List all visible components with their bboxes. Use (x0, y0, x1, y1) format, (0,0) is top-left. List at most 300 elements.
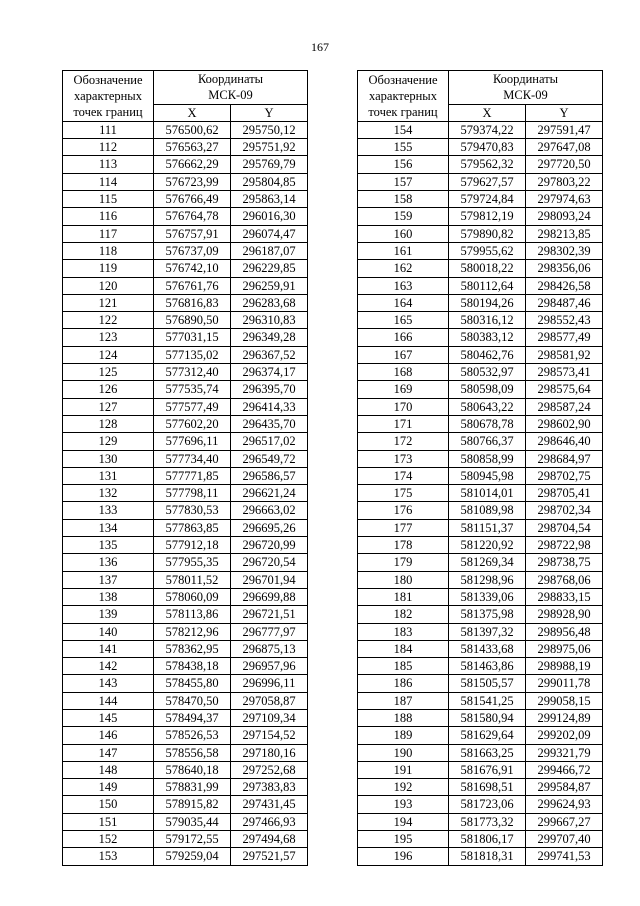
y-coordinate-cell: 298684,97 (526, 450, 603, 467)
table-body (63, 121, 308, 865)
x-coordinate-cell: 578362,95 (154, 640, 231, 657)
y-coordinate-cell: 298302,39 (526, 242, 603, 259)
x-coordinate-cell: 579812,19 (449, 208, 526, 225)
point-label-header: Обозначение характерных точек границ (63, 71, 154, 122)
y-coordinate-cell: 299707,40 (526, 831, 603, 848)
y-coordinate-cell: 298722,98 (526, 537, 603, 554)
x-coordinate-cell: 580194,26 (449, 294, 526, 311)
y-coordinate-cell: 299124,89 (526, 709, 603, 726)
x-coordinate-cell: 579259,04 (154, 848, 231, 865)
point-number-cell: 123 (63, 329, 154, 346)
x-coordinate-cell: 581089,98 (449, 502, 526, 519)
x-coordinate-cell: 576737,09 (154, 242, 231, 259)
table-row (358, 346, 603, 363)
point-number-cell: 163 (358, 277, 449, 294)
x-coordinate-cell: 581818,31 (449, 848, 526, 865)
point-number-cell: 178 (358, 537, 449, 554)
point-number-cell: 135 (63, 537, 154, 554)
point-number-cell: 113 (63, 156, 154, 173)
point-number-cell: 157 (358, 173, 449, 190)
y-coordinate-cell: 297720,50 (526, 156, 603, 173)
x-coordinate-cell: 580112,64 (449, 277, 526, 294)
point-number-cell: 173 (358, 450, 449, 467)
x-coordinate-cell: 577771,85 (154, 467, 231, 484)
table-row (63, 692, 308, 709)
point-number-cell: 158 (358, 191, 449, 208)
x-coordinate-cell: 577577,49 (154, 398, 231, 415)
point-number-cell: 167 (358, 346, 449, 363)
y-coordinate-cell: 297494,68 (231, 831, 308, 848)
y-coordinate-cell: 298573,41 (526, 364, 603, 381)
x-coordinate-cell: 577734,40 (154, 450, 231, 467)
table-row (63, 346, 308, 363)
point-number-cell: 136 (63, 554, 154, 571)
point-number-cell: 141 (63, 640, 154, 657)
x-coordinate-cell: 576662,29 (154, 156, 231, 173)
coordinates-header: Координаты МСК-09 (154, 71, 308, 105)
y-coordinate-cell: 298704,54 (526, 519, 603, 536)
table-row (358, 312, 603, 329)
x-coordinate-cell: 581541,25 (449, 692, 526, 709)
point-number-cell: 180 (358, 571, 449, 588)
table-row (63, 675, 308, 692)
point-number-cell: 151 (63, 813, 154, 830)
x-coordinate-cell: 576766,49 (154, 191, 231, 208)
x-coordinate-cell: 579470,83 (449, 139, 526, 156)
table-row (358, 242, 603, 259)
x-coordinate-cell: 576723,99 (154, 173, 231, 190)
y-coordinate-cell: 297521,57 (231, 848, 308, 865)
y-coordinate-cell: 296374,17 (231, 364, 308, 381)
x-coordinate-cell: 577830,53 (154, 502, 231, 519)
table-row (63, 294, 308, 311)
x-coordinate-cell: 580678,78 (449, 415, 526, 432)
table-row (63, 381, 308, 398)
point-number-cell: 130 (63, 450, 154, 467)
table-row (358, 831, 603, 848)
x-coordinate-cell: 576757,91 (154, 225, 231, 242)
point-number-cell: 166 (358, 329, 449, 346)
y-coordinate-cell: 296549,72 (231, 450, 308, 467)
table-row (358, 744, 603, 761)
point-number-cell: 191 (358, 761, 449, 778)
table-row (358, 173, 603, 190)
y-coordinate-cell: 298581,92 (526, 346, 603, 363)
point-number-cell: 179 (358, 554, 449, 571)
y-coordinate-cell: 298768,06 (526, 571, 603, 588)
table-row (358, 623, 603, 640)
x-coordinate-cell: 580532,97 (449, 364, 526, 381)
y-coordinate-cell: 298587,24 (526, 398, 603, 415)
y-coordinate-cell: 298426,58 (526, 277, 603, 294)
y-coordinate-cell: 298575,64 (526, 381, 603, 398)
y-coordinate-cell: 296016,30 (231, 208, 308, 225)
table-row (358, 848, 603, 865)
y-column-header: Y (526, 104, 603, 121)
y-coordinate-cell: 297154,52 (231, 727, 308, 744)
table-row (63, 139, 308, 156)
table-row (358, 225, 603, 242)
table-row (63, 277, 308, 294)
table-row (63, 208, 308, 225)
x-coordinate-cell: 579172,55 (154, 831, 231, 848)
table-row (358, 260, 603, 277)
x-coordinate-cell: 577535,74 (154, 381, 231, 398)
table-row (358, 692, 603, 709)
y-coordinate-cell: 296259,91 (231, 277, 308, 294)
point-number-cell: 139 (63, 606, 154, 623)
x-coordinate-cell: 578212,96 (154, 623, 231, 640)
point-number-cell: 128 (63, 415, 154, 432)
y-coordinate-cell: 297058,87 (231, 692, 308, 709)
y-coordinate-cell: 298646,40 (526, 433, 603, 450)
table-row (358, 606, 603, 623)
x-column-header: X (449, 104, 526, 121)
point-number-cell: 122 (63, 312, 154, 329)
x-coordinate-cell: 577798,11 (154, 485, 231, 502)
x-coordinate-cell: 578640,18 (154, 761, 231, 778)
coordinates-table-left (62, 70, 308, 866)
point-number-cell: 149 (63, 779, 154, 796)
point-number-cell: 161 (358, 242, 449, 259)
x-coordinate-cell: 581723,06 (449, 796, 526, 813)
table-row (358, 675, 603, 692)
y-coordinate-cell: 298988,19 (526, 658, 603, 675)
table-row (358, 727, 603, 744)
point-number-cell: 140 (63, 623, 154, 640)
y-coordinate-cell: 298487,46 (526, 294, 603, 311)
point-number-cell: 111 (63, 121, 154, 138)
table-row (358, 588, 603, 605)
x-coordinate-cell: 581580,94 (449, 709, 526, 726)
y-coordinate-cell: 298705,41 (526, 485, 603, 502)
point-number-cell: 193 (358, 796, 449, 813)
table-row (358, 156, 603, 173)
table-row (358, 519, 603, 536)
x-coordinate-cell: 578831,99 (154, 779, 231, 796)
x-coordinate-cell: 576500,62 (154, 121, 231, 138)
point-number-cell: 196 (358, 848, 449, 865)
table-row (63, 623, 308, 640)
table-row (358, 709, 603, 726)
y-coordinate-cell: 299624,93 (526, 796, 603, 813)
y-coordinate-cell: 297180,16 (231, 744, 308, 761)
x-coordinate-cell: 579627,57 (449, 173, 526, 190)
table-row (63, 156, 308, 173)
y-coordinate-cell: 296367,52 (231, 346, 308, 363)
y-coordinate-cell: 298702,34 (526, 502, 603, 519)
table-row (358, 502, 603, 519)
table-row (63, 571, 308, 588)
x-coordinate-cell: 578526,53 (154, 727, 231, 744)
x-coordinate-cell: 578113,86 (154, 606, 231, 623)
table-row (358, 381, 603, 398)
point-number-cell: 185 (358, 658, 449, 675)
x-coordinate-cell: 578011,52 (154, 571, 231, 588)
y-coordinate-cell: 299011,78 (526, 675, 603, 692)
point-number-cell: 184 (358, 640, 449, 657)
y-coordinate-cell: 296996,11 (231, 675, 308, 692)
point-number-cell: 195 (358, 831, 449, 848)
y-coordinate-cell: 298738,75 (526, 554, 603, 571)
y-coordinate-cell: 296586,57 (231, 467, 308, 484)
y-coordinate-cell: 298093,24 (526, 208, 603, 225)
y-coordinate-cell: 296395,70 (231, 381, 308, 398)
y-coordinate-cell: 297974,63 (526, 191, 603, 208)
point-number-cell: 174 (358, 467, 449, 484)
table-row (63, 433, 308, 450)
table-row (63, 727, 308, 744)
point-number-cell: 192 (358, 779, 449, 796)
table-row (63, 398, 308, 415)
point-number-cell: 146 (63, 727, 154, 744)
x-coordinate-cell: 581663,25 (449, 744, 526, 761)
x-coordinate-cell: 577912,18 (154, 537, 231, 554)
y-coordinate-cell: 295750,12 (231, 121, 308, 138)
table-row (358, 554, 603, 571)
x-coordinate-cell: 577312,40 (154, 364, 231, 381)
point-number-cell: 152 (63, 831, 154, 848)
x-coordinate-cell: 579035,44 (154, 813, 231, 830)
point-number-cell: 182 (358, 606, 449, 623)
point-number-cell: 145 (63, 709, 154, 726)
x-coordinate-cell: 579724,84 (449, 191, 526, 208)
y-coordinate-cell: 296701,94 (231, 571, 308, 588)
table-row (358, 658, 603, 675)
table-row (358, 208, 603, 225)
y-coordinate-cell: 296435,70 (231, 415, 308, 432)
table-row (358, 779, 603, 796)
y-coordinate-cell: 298956,48 (526, 623, 603, 640)
y-coordinate-cell: 297647,08 (526, 139, 603, 156)
table-row (358, 571, 603, 588)
point-number-cell: 133 (63, 502, 154, 519)
point-number-cell: 131 (63, 467, 154, 484)
x-coordinate-cell: 577955,35 (154, 554, 231, 571)
x-coordinate-cell: 576816,83 (154, 294, 231, 311)
table-row (63, 415, 308, 432)
point-label-header: Обозначение характерных точек границ (358, 71, 449, 122)
point-number-cell: 162 (358, 260, 449, 277)
point-number-cell: 118 (63, 242, 154, 259)
table-row (63, 588, 308, 605)
table-row (358, 415, 603, 432)
y-coordinate-cell: 296721,51 (231, 606, 308, 623)
table-row (63, 658, 308, 675)
point-number-cell: 183 (358, 623, 449, 640)
y-coordinate-cell: 295769,79 (231, 156, 308, 173)
table-row (358, 191, 603, 208)
x-coordinate-cell: 576563,27 (154, 139, 231, 156)
point-number-cell: 126 (63, 381, 154, 398)
table-row (358, 467, 603, 484)
coordinates-header: Координаты МСК-09 (449, 71, 603, 105)
table-row (63, 502, 308, 519)
point-number-cell: 175 (358, 485, 449, 502)
table-row (358, 450, 603, 467)
table-row (358, 398, 603, 415)
y-coordinate-cell: 295751,92 (231, 139, 308, 156)
y-coordinate-cell: 296621,24 (231, 485, 308, 502)
y-coordinate-cell: 296699,88 (231, 588, 308, 605)
y-coordinate-cell: 296349,28 (231, 329, 308, 346)
y-coordinate-cell: 296283,68 (231, 294, 308, 311)
point-number-cell: 188 (358, 709, 449, 726)
table-row (358, 537, 603, 554)
y-coordinate-cell: 298577,49 (526, 329, 603, 346)
point-number-cell: 190 (358, 744, 449, 761)
table-row (63, 191, 308, 208)
y-coordinate-cell: 297109,34 (231, 709, 308, 726)
point-number-cell: 142 (63, 658, 154, 675)
y-coordinate-cell: 296074,47 (231, 225, 308, 242)
table-row (63, 554, 308, 571)
x-coordinate-cell: 576742,10 (154, 260, 231, 277)
x-coordinate-cell: 578060,09 (154, 588, 231, 605)
y-coordinate-cell: 299058,15 (526, 692, 603, 709)
x-coordinate-cell: 581698,51 (449, 779, 526, 796)
table-row (63, 831, 308, 848)
x-coordinate-cell: 581773,32 (449, 813, 526, 830)
x-coordinate-cell: 579890,82 (449, 225, 526, 242)
y-coordinate-cell: 298833,15 (526, 588, 603, 605)
y-coordinate-cell: 297591,47 (526, 121, 603, 138)
point-number-cell: 177 (358, 519, 449, 536)
point-number-cell: 187 (358, 692, 449, 709)
point-number-cell: 132 (63, 485, 154, 502)
point-number-cell: 144 (63, 692, 154, 709)
table-row (358, 364, 603, 381)
table-row (63, 329, 308, 346)
y-coordinate-cell: 298702,75 (526, 467, 603, 484)
table-row (358, 813, 603, 830)
x-coordinate-cell: 581269,34 (449, 554, 526, 571)
point-number-cell: 164 (358, 294, 449, 311)
table-row (63, 173, 308, 190)
x-coordinate-cell: 577696,11 (154, 433, 231, 450)
point-number-cell: 181 (358, 588, 449, 605)
point-number-cell: 116 (63, 208, 154, 225)
x-coordinate-cell: 578470,50 (154, 692, 231, 709)
x-coordinate-cell: 580316,12 (449, 312, 526, 329)
table-row (63, 606, 308, 623)
table-row (63, 260, 308, 277)
x-coordinate-cell: 580598,09 (449, 381, 526, 398)
point-number-cell: 148 (63, 761, 154, 778)
point-number-cell: 156 (358, 156, 449, 173)
table-row (63, 121, 308, 138)
y-coordinate-cell: 296414,33 (231, 398, 308, 415)
y-coordinate-cell: 297252,68 (231, 761, 308, 778)
y-coordinate-cell: 299667,27 (526, 813, 603, 830)
y-coordinate-cell: 296720,99 (231, 537, 308, 554)
table-row (358, 761, 603, 778)
x-coordinate-cell: 578455,80 (154, 675, 231, 692)
y-coordinate-cell: 297803,22 (526, 173, 603, 190)
x-coordinate-cell: 581014,01 (449, 485, 526, 502)
x-coordinate-cell: 579374,22 (449, 121, 526, 138)
point-number-cell: 171 (358, 415, 449, 432)
point-number-cell: 153 (63, 848, 154, 865)
y-coordinate-cell: 298552,43 (526, 312, 603, 329)
table-row (63, 485, 308, 502)
point-number-cell: 172 (358, 433, 449, 450)
y-coordinate-cell: 298213,85 (526, 225, 603, 242)
x-column-header: X (154, 104, 231, 121)
x-coordinate-cell: 577031,15 (154, 329, 231, 346)
x-coordinate-cell: 581629,64 (449, 727, 526, 744)
table-row (358, 139, 603, 156)
x-coordinate-cell: 580383,12 (449, 329, 526, 346)
x-coordinate-cell: 581375,98 (449, 606, 526, 623)
x-coordinate-cell: 580858,99 (449, 450, 526, 467)
y-coordinate-cell: 299202,09 (526, 727, 603, 744)
y-coordinate-cell: 296875,13 (231, 640, 308, 657)
point-number-cell: 155 (358, 139, 449, 156)
point-number-cell: 134 (63, 519, 154, 536)
table-row (63, 813, 308, 830)
table-row (358, 640, 603, 657)
point-number-cell: 112 (63, 139, 154, 156)
x-coordinate-cell: 581339,06 (449, 588, 526, 605)
table-row (63, 225, 308, 242)
y-coordinate-cell: 295863,14 (231, 191, 308, 208)
y-coordinate-cell: 296229,85 (231, 260, 308, 277)
table-row (358, 294, 603, 311)
y-column-header: Y (231, 104, 308, 121)
x-coordinate-cell: 581298,96 (449, 571, 526, 588)
point-number-cell: 120 (63, 277, 154, 294)
x-coordinate-cell: 580643,22 (449, 398, 526, 415)
x-coordinate-cell: 580018,22 (449, 260, 526, 277)
x-coordinate-cell: 576764,78 (154, 208, 231, 225)
table-row (63, 519, 308, 536)
x-coordinate-cell: 581397,32 (449, 623, 526, 640)
table-row (63, 709, 308, 726)
table-row (63, 640, 308, 657)
point-number-cell: 127 (63, 398, 154, 415)
x-coordinate-cell: 581220,92 (449, 537, 526, 554)
table-body (358, 121, 603, 865)
x-coordinate-cell: 581505,57 (449, 675, 526, 692)
y-coordinate-cell: 296720,54 (231, 554, 308, 571)
point-number-cell: 115 (63, 191, 154, 208)
point-number-cell: 150 (63, 796, 154, 813)
point-number-cell: 114 (63, 173, 154, 190)
table-row (63, 761, 308, 778)
point-number-cell: 159 (358, 208, 449, 225)
table-row (63, 467, 308, 484)
point-number-cell: 154 (358, 121, 449, 138)
point-number-cell: 194 (358, 813, 449, 830)
x-coordinate-cell: 578438,18 (154, 658, 231, 675)
x-coordinate-cell: 581806,17 (449, 831, 526, 848)
table-row (63, 744, 308, 761)
y-coordinate-cell: 299466,72 (526, 761, 603, 778)
x-coordinate-cell: 576761,76 (154, 277, 231, 294)
table-row (358, 485, 603, 502)
y-coordinate-cell: 296663,02 (231, 502, 308, 519)
point-number-cell: 186 (358, 675, 449, 692)
point-number-cell: 138 (63, 588, 154, 605)
point-number-cell: 147 (63, 744, 154, 761)
y-coordinate-cell: 297431,45 (231, 796, 308, 813)
y-coordinate-cell: 298602,90 (526, 415, 603, 432)
table-row (63, 312, 308, 329)
point-number-cell: 121 (63, 294, 154, 311)
point-number-cell: 137 (63, 571, 154, 588)
point-number-cell: 168 (358, 364, 449, 381)
